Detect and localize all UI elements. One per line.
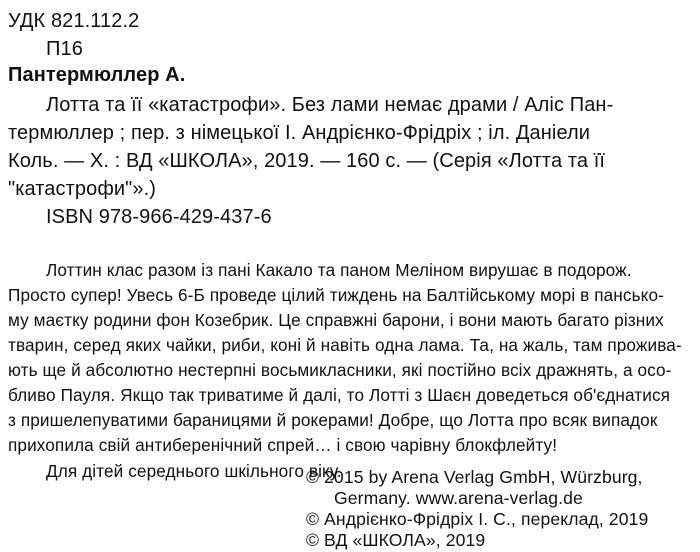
description-line: Лотта та її «катастрофи». Без лами немає драми / Аліс Пан- bbox=[46, 94, 614, 116]
annotation-line: тварин, серед яких чайки, риби, коні й навіть одна лама. Та, на жаль, там прожива- bbox=[8, 335, 682, 355]
description-line: термюллер ; пер. з німецької І. Андрієнко-Фрідріх ; іл. Даніели bbox=[8, 122, 591, 144]
copyright-line: © 2015 by Arena Verlag GmbH, Würzburg, bbox=[306, 467, 643, 487]
annotation-line: бливо Пауля. Якщо так триватиме й далі, то Лотті з Шаєн доведеться об'єднатися bbox=[8, 385, 671, 405]
annotation-line: Просто супер! Увесь 6-Б проведе цілий тиждень на Балтійському морі в пансько- bbox=[8, 285, 664, 305]
annotation-line: з пришелепуватими бараницями й рокерами! Добре, що Лотта про всяк випадок bbox=[8, 410, 658, 430]
description-line: Коль. — Х. : ВД «ШКОЛА», 2019. — 160 с. — (Серія «Лотта та її bbox=[8, 150, 606, 172]
annotation-line: му маєтку родини фон Козебрик. Це справжні барони, і вони мають багато різних bbox=[8, 310, 664, 330]
copyright-line: © ВД «ШКОЛА», 2019 bbox=[306, 530, 486, 550]
isbn: ISBN 978-966-429-437-6 bbox=[46, 206, 272, 228]
annotation-line: ють ще й абсолютно нестерпні восьмикласники, які постійно всіх дражнять, а осо- bbox=[8, 360, 672, 380]
annotation-line: Лоттин клас разом із пані Какало та паном Меліном вирушає в подорож. bbox=[46, 260, 632, 280]
audience-note: Для дітей середнього шкільного віку. bbox=[46, 461, 342, 481]
udk-code: УДК 821.112.2 bbox=[8, 10, 140, 32]
description-line: "катастрофи"».) bbox=[8, 178, 157, 200]
author-heading: Пантермюллер А. bbox=[8, 64, 186, 86]
copyright-line: Germany. www.arena-verlag.de bbox=[334, 488, 583, 508]
copyright-line: © Андрієнко-Фрідріх І. С., переклад, 2019 bbox=[306, 509, 649, 529]
author-mark: П16 bbox=[46, 38, 83, 60]
annotation-line: прихопила свій антиберенічний спрей… і свою чарівну блокфлейту! bbox=[8, 435, 558, 455]
